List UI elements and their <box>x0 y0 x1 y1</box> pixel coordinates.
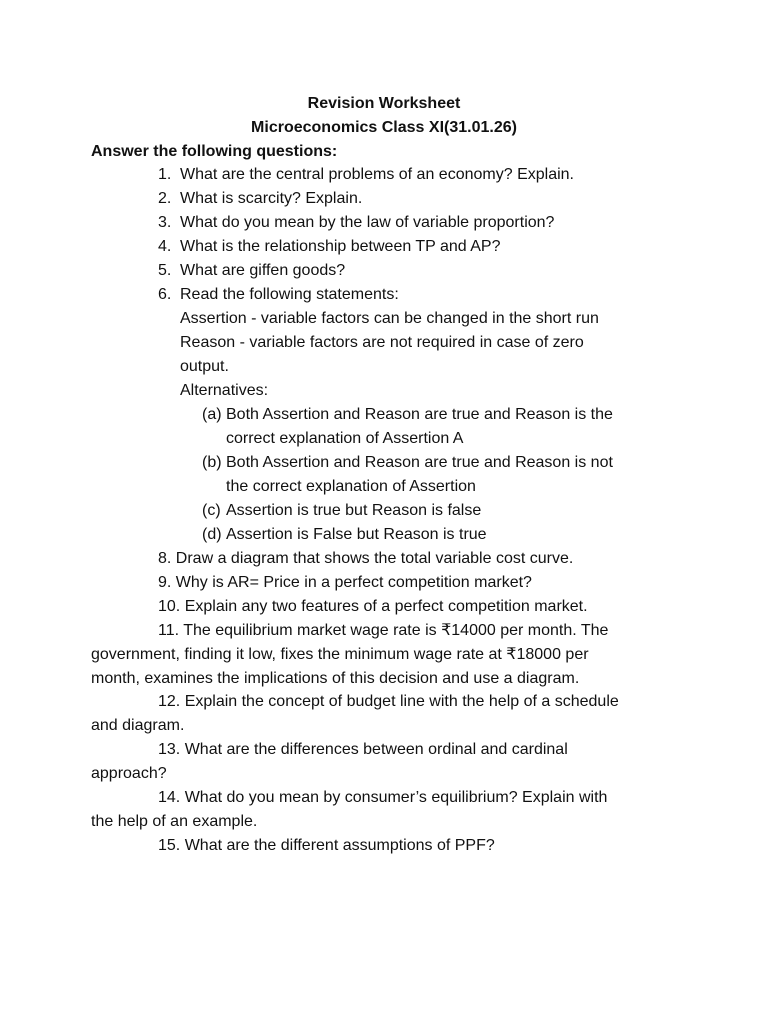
worksheet-subtitle: Microeconomics Class XI(31.01.26) <box>251 119 517 136</box>
option-b <box>202 451 613 475</box>
question-3 <box>158 211 554 235</box>
question-number: 3. <box>158 214 172 231</box>
alternatives-label: Alternatives: <box>180 382 269 399</box>
question-14: 14. What do you mean by consumer’s equilibrium? Explain with <box>158 789 608 806</box>
question-11-continued: government, finding it low, fixes the minimum wage rate at ₹18000 per <box>91 646 589 663</box>
reason-statement: Reason - variable factors are not required in case of zero <box>180 334 584 351</box>
question-number: 4. <box>158 238 172 255</box>
option-b-continued: the correct explanation of Assertion <box>226 478 476 495</box>
option-text: Both Assertion and Reason are true and Reason is not <box>226 454 613 471</box>
question-6 <box>158 283 399 307</box>
option-label: (c) <box>202 502 221 519</box>
option-a <box>202 403 613 427</box>
instruction-heading: Answer the following questions: <box>91 143 338 160</box>
question-5 <box>158 259 345 283</box>
question-11: 11. The equilibrium market wage rate is ₹14000 per month. The <box>158 622 609 639</box>
question-4 <box>158 235 501 259</box>
worksheet-title: Revision Worksheet <box>307 95 461 112</box>
option-a-continued: correct explanation of Assertion A <box>226 430 464 447</box>
option-text: Assertion is true but Reason is false <box>226 502 482 519</box>
option-label: (a) <box>202 406 222 423</box>
option-text: Both Assertion and Reason are true and Reason is the <box>226 406 613 423</box>
question-number: 5. <box>158 262 172 279</box>
question-text: What is the relationship between TP and AP? <box>180 238 501 255</box>
question-12-continued: and diagram. <box>91 717 185 734</box>
question-14-continued: the help of an example. <box>91 813 258 830</box>
question-text: What do you mean by the law of variable proportion? <box>180 214 555 231</box>
option-c <box>202 499 481 523</box>
question-12: 12. Explain the concept of budget line with the help of a schedule <box>158 693 619 710</box>
question-9: 9. Why is AR= Price in a perfect competition market? <box>158 574 532 591</box>
option-label: (d) <box>202 526 222 543</box>
question-text: What are giffen goods? <box>180 262 346 279</box>
question-13-continued: approach? <box>91 765 167 782</box>
assertion-statement: Assertion - variable factors can be changed in the short run <box>180 310 599 327</box>
question-text: Read the following statements: <box>180 286 399 303</box>
question-number: 6. <box>158 286 172 303</box>
question-10: 10. Explain any two features of a perfect competition market. <box>158 598 588 615</box>
question-1 <box>158 163 574 187</box>
option-d <box>202 523 487 547</box>
option-label: (b) <box>202 454 222 471</box>
question-13: 13. What are the differences between ordinal and cardinal <box>158 741 568 758</box>
question-11-continued: month, examines the implications of this decision and use a diagram. <box>91 670 580 687</box>
question-text: What are the central problems of an economy? Explain. <box>180 166 574 183</box>
question-number: 2. <box>158 190 172 207</box>
reason-statement-continued: output. <box>180 358 229 375</box>
option-text: Assertion is False but Reason is true <box>226 526 487 543</box>
question-text: What is scarcity? Explain. <box>180 190 363 207</box>
question-number: 1. <box>158 166 172 183</box>
question-15: 15. What are the different assumptions of PPF? <box>158 837 495 854</box>
question-8: 8. Draw a diagram that shows the total variable cost curve. <box>158 550 574 567</box>
question-2 <box>158 187 362 211</box>
